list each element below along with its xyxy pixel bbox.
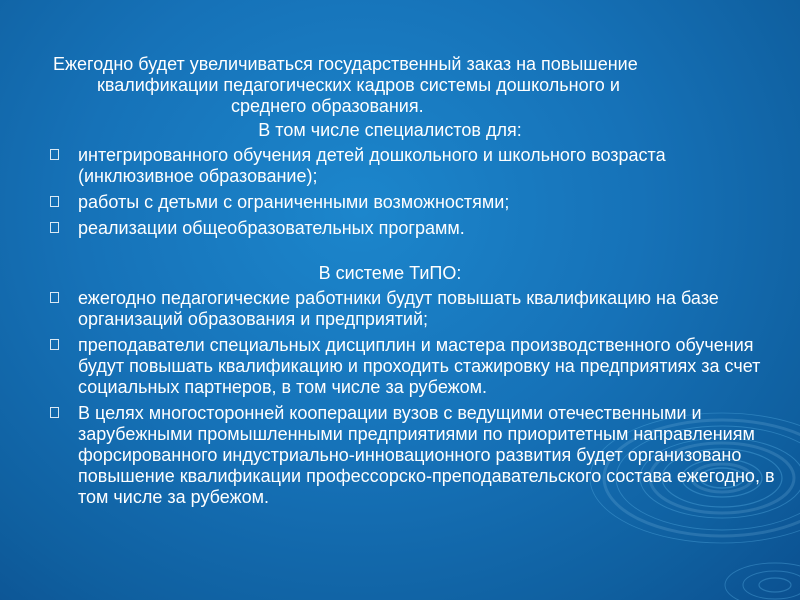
list-item (40, 288, 780, 330)
list-item-text: ежегодно педагогические работники будут повышать квалификацию на базе организаций образования и предприятий; (78, 288, 719, 329)
list-item (40, 403, 780, 508)
intro-line: квалификации педагогических кадров системы дошкольного и (97, 75, 620, 95)
square-outline-bullet-icon (50, 149, 59, 160)
list-item-text: В целях многосторонней кооперации вузов с ведущими отечественными и зарубежными промышленными предприятиями по приоритетным направлениям форсированного индустриально-инновационного развития будет организовано повышение квалификации профессорско-преподавательского состава ежегодно, в том числе за рубежом. (78, 403, 775, 507)
subheading-specialists: В том числе специалистов для: (258, 120, 522, 140)
list-item-text: реализации общеобразовательных программ. (78, 218, 465, 238)
square-outline-bullet-icon (50, 222, 59, 233)
specialists-list (40, 145, 780, 239)
square-outline-bullet-icon (50, 407, 59, 418)
list-item-text: интегрированного обучения детей дошкольного и школьного возраста (инклюзивное образование); (78, 145, 666, 186)
intro-line: Ежегодно будет увеличиваться государственный заказ на повышение (53, 54, 638, 74)
tipo-list (40, 288, 780, 508)
list-item (40, 192, 780, 213)
slide-content (40, 54, 780, 513)
square-outline-bullet-icon (50, 196, 59, 207)
list-item-text: преподаватели специальных дисциплин и мастера производственного обучения будут повышать квалификацию и проходить стажировку на предприятиях за счет социальных партнеров, в том числе за рубежом. (78, 335, 761, 397)
square-outline-bullet-icon (50, 292, 59, 303)
intro-paragraph (40, 54, 780, 117)
list-item (40, 335, 780, 398)
subheading-tipo: В системе ТиПО: (318, 263, 462, 283)
intro-line: среднего образования. (231, 96, 424, 116)
list-item (40, 145, 780, 187)
list-item (40, 218, 780, 239)
square-outline-bullet-icon (50, 339, 59, 350)
list-item-text: работы с детьми с ограниченными возможностями; (78, 192, 510, 212)
